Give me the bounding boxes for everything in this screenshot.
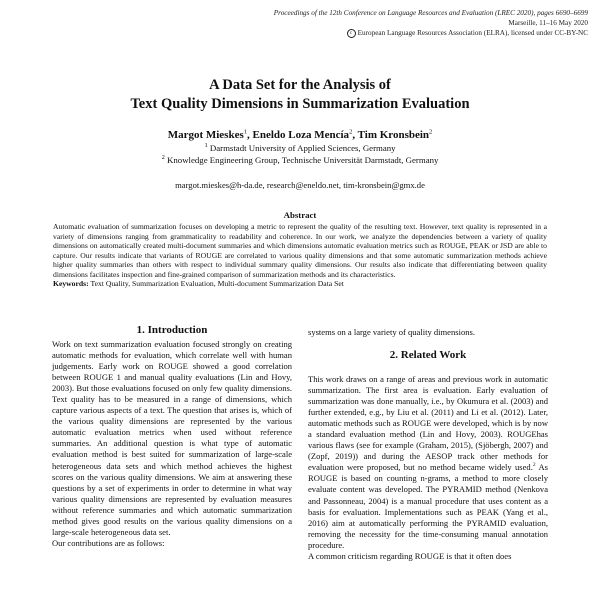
- related-work-paragraph-2: A common criticism regarding ROUGE is that it often does: [308, 550, 512, 561]
- author-emails: margot.mieskes@h-da.de, research@eneldo.net, tim-kronsbein@gmx.de: [175, 180, 425, 190]
- venue-line: Marseille, 11–16 May 2020: [508, 19, 588, 27]
- footnote-marker: 2: [532, 462, 536, 469]
- author-3: Tim Kronsbein: [357, 129, 430, 141]
- contributions-line: Our contributions are as follows:: [52, 537, 165, 548]
- keywords-label: Keywords:: [53, 279, 89, 288]
- title-line-2: Text Quality Dimensions in Summarization Evaluation: [130, 96, 470, 112]
- author-sep: ,: [352, 129, 358, 141]
- abstract: [53, 222, 547, 289]
- license-line: [168, 28, 588, 38]
- author-2: Eneldo Loza Mencía: [252, 129, 350, 141]
- affiliation-2: $^2$ Knowledge Engineering Group, Technische Universität Darmstadt, Germany: [161, 154, 439, 165]
- intro-paragraph: Work on text summarization evaluation focused strongly on creating automatic methods for evaluation, which correlate well with human judgements. Early work on ROUGE showed a good correlation between ROUGE 1 and manual quality evaluations (Lin and Hovy, 2003). But those evaluations focused on only few quality dimensions. Text quality has to be measured in a range of dimensions, which capture various aspects of a text. The question that arises is, which of the various quality dimensions are represented by the various automatic evaluation metrics when used without reference summaries. An additional question is what type of automatic evaluation method is best suited for summarization of large-scale heterogeneous data sets and which method achieves the highest scores on the various quality dimensions. We aim at answering these questions by a set of experiments in order to determine in what way various quality dimensions are represented by evaluation measures without reference summaries and which automatic summarization method gives good results on the various quality dimensions on a large-scale heterogeneous data set.: [52, 339, 292, 537]
- related-work-paragraph: This work draws on a range of areas and previous work in automatic summarization. The first area is evaluation. Early evaluation of summarization was done manually, i.e., by Okumura et al. (2003) and further extended, e.g., by Liu et al. (2011) and Li et al. (2012). Later, automatic methods such as ROUGE were developed, which is by now a standard evaluation method (Lin and Hovy, 2003). ROUGEhas various flaws (see for example (Graham, 2015), (Sjöbergh, 2007) and (Zopf, 2019)) and during the AESOP track other methods for evaluation were proposed, but no method became widely used.$^2$ As ROUGE is based on counting n-grams, a method to more closely evaluate content was developed. The PYRAMID method (Nenkova and Passonneau, 2004) is a manual procedure that uses content as a basis for evaluation. Implementations such as PEAK (Yang et al., 2016) aim at automatically performing the PYRAMID evaluation, removing the necessity for the time-consuming manual annotation procedure.: [308, 374, 548, 550]
- author-2-affil: 2: [349, 128, 353, 136]
- affiliation-1: $^1$ Darmstadt University of Applied Sciences, Germany: [204, 142, 396, 153]
- paper-title: [0, 76, 600, 114]
- section-heading-introduction: 1. Introduction: [136, 324, 208, 336]
- section-heading-related-work: 2. Related Work: [389, 349, 467, 361]
- right-column: [308, 374, 548, 562]
- abstract-heading: Abstract: [283, 210, 317, 220]
- right-column-continuation: systems on a large variety of quality dimensions.: [308, 327, 475, 337]
- author-3-affil: 2: [429, 128, 433, 136]
- author-sep: ,: [247, 129, 253, 141]
- affiliations: [0, 142, 600, 166]
- abstract-text: Automatic evaluation of summarization focuses on developing a metric to represent the quality of the resulting text. However, text quality is represented in a variety of dimensions ranging from grammaticality to readability and coherence. In our work, we analyze the dependencies between a variety of quality dimensions on automatically created multi-document summaries and which dimensions automatic evaluation metrics such as ROUGE, PEAK or JSD are able to capture. Our results indicate that variants of ROUGE are correlated to various quality dimensions and that some automatic summarization methods achieve higher quality summaries than others with respect to individual summary quality dimensions. Our results also indicate that differentiating between quality dimensions facilitates inspection and fine-grained comparison of summarization methods and its characteristics.: [53, 222, 547, 279]
- title-line-1: A Data Set for the Analysis of: [209, 77, 391, 93]
- keywords: [53, 279, 547, 289]
- author-1-affil: 1: [243, 128, 247, 136]
- license-text: European Language Resources Association (ELRA), licensed under CC-BY-NC: [357, 29, 588, 37]
- copyright-icon: c: [347, 29, 356, 38]
- left-column: [52, 339, 292, 549]
- proceedings-line: Proceedings of the 12th Conference on Language Resources and Evaluation (LREC 2020), pages 6690–6699: [273, 9, 588, 17]
- author-list: [0, 128, 600, 142]
- author-1: Margot Mieskes: [167, 129, 244, 141]
- page-header: [168, 8, 588, 38]
- keywords-text: Text Quality, Summarization Evaluation, Multi-document Summarization Data Set: [90, 279, 344, 288]
